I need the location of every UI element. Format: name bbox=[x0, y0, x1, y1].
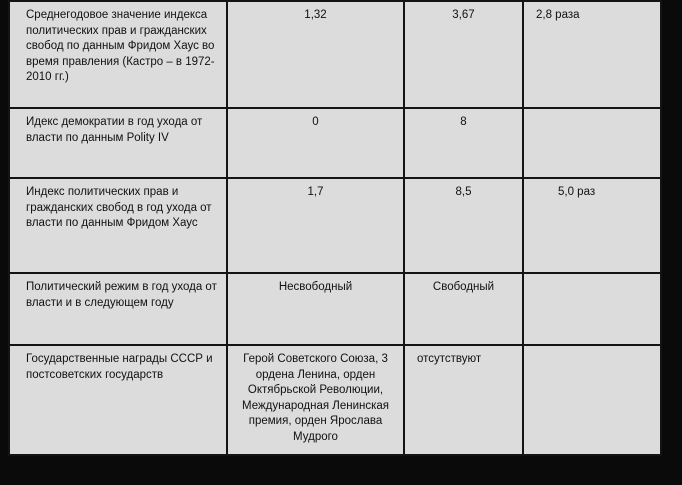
value2-cell bbox=[404, 1, 523, 108]
ratio bbox=[524, 109, 660, 115]
table-row bbox=[9, 108, 661, 178]
value1-cell bbox=[227, 178, 404, 273]
value1-cell bbox=[227, 273, 404, 345]
value2: отсутствуют bbox=[417, 353, 482, 365]
table-row bbox=[9, 1, 661, 108]
row-label-cell bbox=[9, 273, 227, 345]
value2-cell bbox=[404, 273, 523, 345]
ratio-cell bbox=[523, 178, 661, 273]
table-row bbox=[9, 345, 661, 455]
value2-cell bbox=[404, 108, 523, 178]
value2: 8,5 bbox=[455, 186, 472, 198]
row-label-cell bbox=[9, 345, 227, 455]
value2: 8 bbox=[460, 116, 467, 128]
row-label: Индекс политических прав и гражданских свобод в год ухода от власти по данным Фридом Хаус bbox=[26, 186, 212, 229]
value1-cell bbox=[227, 1, 404, 108]
value1: 1,7 bbox=[307, 186, 324, 198]
table-row bbox=[9, 178, 661, 273]
value2-cell bbox=[404, 178, 523, 273]
ratio-cell bbox=[523, 273, 661, 345]
value1: Герой Советского Союза, 3 ордена Ленина, орден Октябрьской Революции, Международная Ленинская премия, орден Ярослава Мудрого bbox=[241, 353, 390, 443]
ratio-cell bbox=[523, 345, 661, 455]
ratio: 5,0 раз bbox=[558, 186, 596, 198]
table-row bbox=[9, 273, 661, 345]
row-label: Идекс демократии в год ухода от власти по данным Polity IV bbox=[26, 116, 203, 144]
comparison-table bbox=[8, 0, 662, 456]
value1-cell bbox=[227, 345, 404, 455]
value2-cell bbox=[404, 345, 523, 455]
value1: 1,32 bbox=[304, 9, 327, 21]
row-label: Государственные награды СССР и постсоветских государств bbox=[26, 353, 213, 381]
row-label-cell bbox=[9, 108, 227, 178]
value1: Несвободный bbox=[278, 281, 353, 293]
ratio bbox=[524, 274, 660, 280]
ratio: 2,8 раза bbox=[536, 9, 580, 21]
value2: 3,67 bbox=[452, 9, 475, 21]
row-label-cell bbox=[9, 1, 227, 108]
row-label-cell bbox=[9, 178, 227, 273]
value1-cell bbox=[227, 108, 404, 178]
ratio-cell bbox=[523, 108, 661, 178]
ratio-cell bbox=[523, 1, 661, 108]
value2: Свободный bbox=[432, 281, 495, 293]
row-label: Среднегодовое значение индекса политических прав и гражданских свобод по данным Фридом Хаус во время правления (Кастро – в 1972-2010 гг.) bbox=[26, 9, 215, 83]
ratio bbox=[524, 346, 660, 352]
value1: 0 bbox=[312, 116, 319, 128]
row-label: Политический режим в год ухода от власти и в следующем году bbox=[26, 281, 217, 309]
